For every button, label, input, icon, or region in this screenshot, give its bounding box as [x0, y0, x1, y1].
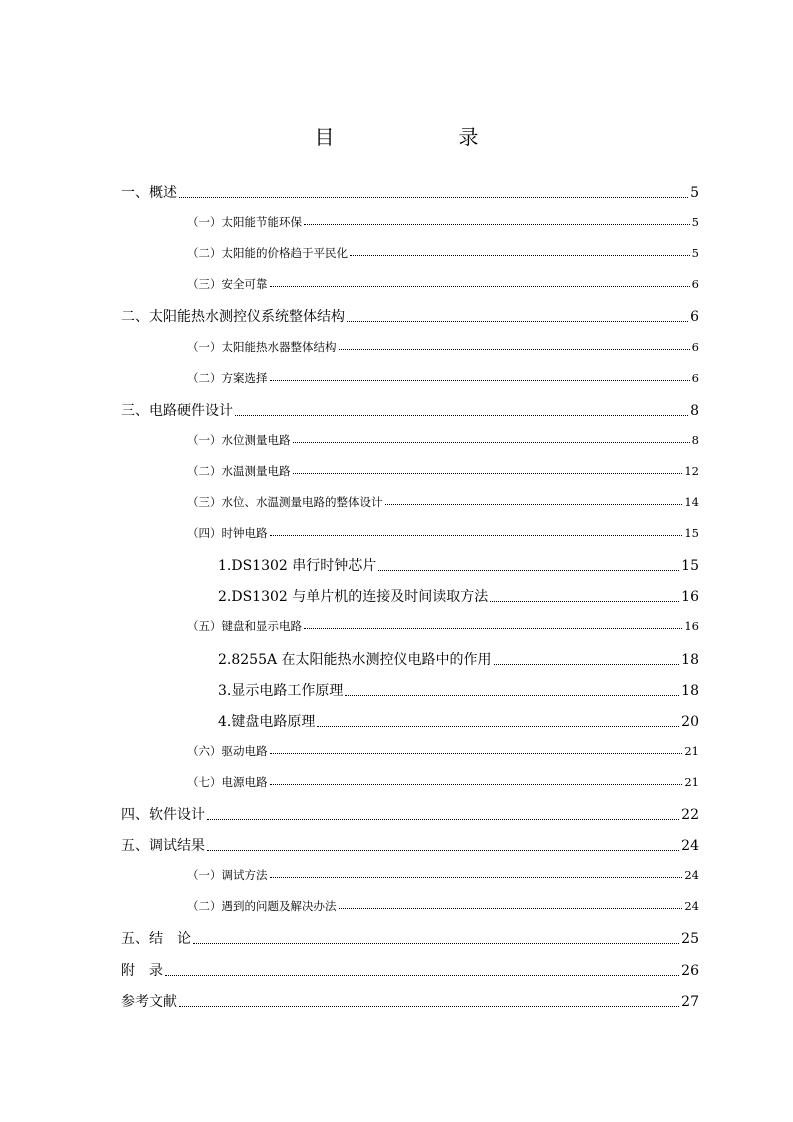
toc-entry[interactable]	[187, 463, 699, 479]
toc-entry[interactable]	[187, 370, 699, 386]
dot-leader	[165, 975, 679, 976]
toc-entry[interactable]	[121, 401, 699, 421]
toc-entry-label: （一）调试方法	[187, 868, 268, 883]
toc-entry[interactable]	[187, 774, 699, 790]
toc-entry-page-number: 24	[684, 899, 699, 914]
dot-leader	[193, 943, 679, 944]
dot-leader	[270, 286, 690, 287]
toc-entry-label: （五）键盘和显示电路	[187, 619, 302, 634]
toc-entry[interactable]	[187, 867, 699, 883]
dot-leader	[235, 415, 688, 416]
toc-entry-label: 二、太阳能热水测控仪系统整体结构	[121, 309, 345, 326]
toc-entry[interactable]	[218, 681, 699, 701]
toc-entry[interactable]	[218, 712, 699, 732]
toc-entry-page-number: 27	[681, 993, 699, 1010]
toc-entry-page-number: 20	[681, 713, 699, 730]
toc-entry-page-number: 24	[681, 838, 699, 855]
dot-leader	[304, 628, 682, 629]
dot-leader	[270, 877, 683, 878]
toc-entry-page-number: 18	[681, 651, 699, 668]
dot-leader	[270, 535, 683, 536]
toc-entry[interactable]	[121, 929, 699, 949]
toc-entry-label: 2.8255A 在太阳能热水测控仪电路中的作用	[218, 651, 492, 668]
toc-entry-label: （二）方案选择	[187, 370, 268, 385]
toc-entry-label: （七）电源电路	[187, 774, 268, 789]
toc-entry[interactable]	[121, 961, 699, 981]
toc-entry-page-number: 18	[681, 682, 699, 699]
dot-leader	[490, 601, 679, 602]
toc-entry[interactable]	[121, 183, 699, 203]
toc-entry[interactable]	[187, 525, 699, 541]
toc-entry-label: （三）安全可靠	[187, 277, 268, 292]
dot-leader	[179, 197, 688, 198]
dot-leader	[207, 850, 679, 851]
toc-entry-label: （六）驱动电路	[187, 743, 268, 758]
dot-leader	[378, 570, 679, 571]
toc-entry-label: 4.键盘电路原理	[218, 713, 316, 730]
toc-entry-page-number: 25	[681, 931, 699, 948]
toc-entry[interactable]	[121, 836, 699, 856]
toc-entry[interactable]	[187, 339, 699, 355]
toc-entry-page-number: 24	[684, 868, 699, 883]
toc-entry-label: （四）时钟电路	[187, 526, 268, 541]
toc-entry-page-number: 16	[684, 619, 699, 634]
dot-leader	[270, 784, 683, 785]
toc-entry[interactable]	[187, 214, 699, 230]
toc-entry-label: 参考文献	[121, 993, 177, 1010]
dot-leader	[339, 349, 690, 350]
toc-entry-page-number: 21	[684, 774, 699, 789]
toc-entry-page-number: 6	[691, 277, 699, 292]
dot-leader	[385, 504, 683, 505]
dot-leader	[339, 908, 683, 909]
toc-entry-page-number: 15	[681, 558, 699, 575]
dot-leader	[345, 695, 679, 696]
toc-entry-page-number: 5	[691, 215, 699, 230]
toc-entry-page-number: 5	[691, 246, 699, 261]
toc-entry-page-number: 6	[690, 309, 699, 326]
toc-entry-page-number: 15	[684, 526, 699, 541]
toc-entry-page-number: 8	[691, 432, 699, 447]
dot-leader	[293, 442, 690, 443]
toc-entry[interactable]	[187, 618, 699, 634]
page-title: 目 录	[314, 125, 531, 149]
toc-entry[interactable]	[187, 245, 699, 261]
toc-entry[interactable]	[121, 307, 699, 327]
toc-entry-page-number: 16	[681, 589, 699, 606]
toc-entry[interactable]	[218, 587, 699, 607]
toc-entry-label: （三）水位、水温测量电路的整体设计	[187, 495, 383, 509]
toc-entry-page-number: 26	[681, 962, 699, 979]
toc-entry-label: （一）太阳能热水器整体结构	[187, 339, 337, 354]
toc-entry-label: 三、电路硬件设计	[121, 402, 233, 419]
toc-entry-label: 3.显示电路工作原理	[218, 682, 344, 699]
toc-entry-label: （二）遇到的问题及解决办法	[187, 899, 337, 914]
dot-leader	[270, 380, 690, 381]
toc-entry-label: （一）太阳能节能环保	[187, 215, 302, 230]
toc-entry-label: 2.DS1302 与单片机的连接及时间读取方法	[218, 589, 489, 606]
toc-entry-label: 五、结 论	[121, 931, 191, 948]
toc-entry-label: 一、概述	[121, 185, 177, 201]
toc-entry-label: （一）水位测量电路	[187, 432, 291, 447]
toc-entry[interactable]	[218, 650, 699, 670]
dot-leader	[494, 664, 680, 665]
toc-entry[interactable]	[187, 743, 699, 759]
toc-entry-label: 五、调试结果	[121, 838, 205, 855]
toc-entry-page-number: 22	[681, 807, 699, 823]
toc-entry-label: 附 录	[121, 962, 163, 979]
toc-entry[interactable]	[121, 992, 699, 1012]
toc-entry-label: 1.DS1302 串行时钟芯片	[218, 558, 377, 575]
dot-leader	[293, 473, 683, 474]
dot-leader	[179, 1006, 679, 1007]
toc-entry[interactable]	[187, 494, 699, 510]
toc-entry[interactable]	[121, 805, 699, 825]
dot-leader	[304, 224, 690, 225]
toc-entry-page-number: 21	[684, 743, 699, 758]
toc-entry-page-number: 8	[690, 402, 699, 419]
toc-entry[interactable]	[187, 432, 699, 448]
toc-entry-page-number: 6	[691, 339, 699, 354]
dot-leader	[317, 726, 679, 727]
toc-entry-label: 四、软件设计	[121, 807, 205, 823]
dot-leader	[207, 819, 679, 820]
dot-leader	[350, 255, 690, 256]
toc-entry-label: （二）水温测量电路	[187, 463, 291, 478]
toc-entry-page-number: 12	[684, 463, 699, 478]
toc-entry[interactable]	[187, 898, 699, 914]
toc-entry-page-number: 6	[691, 370, 699, 385]
toc-entry-page-number: 5	[690, 185, 699, 201]
toc-entry-label: （二）太阳能的价格趋于平民化	[187, 246, 348, 261]
toc-entry-page-number: 14	[684, 495, 699, 509]
dot-leader	[347, 321, 688, 322]
dot-leader	[270, 753, 683, 754]
toc-entry[interactable]	[218, 556, 699, 576]
toc-entry[interactable]	[187, 276, 699, 292]
